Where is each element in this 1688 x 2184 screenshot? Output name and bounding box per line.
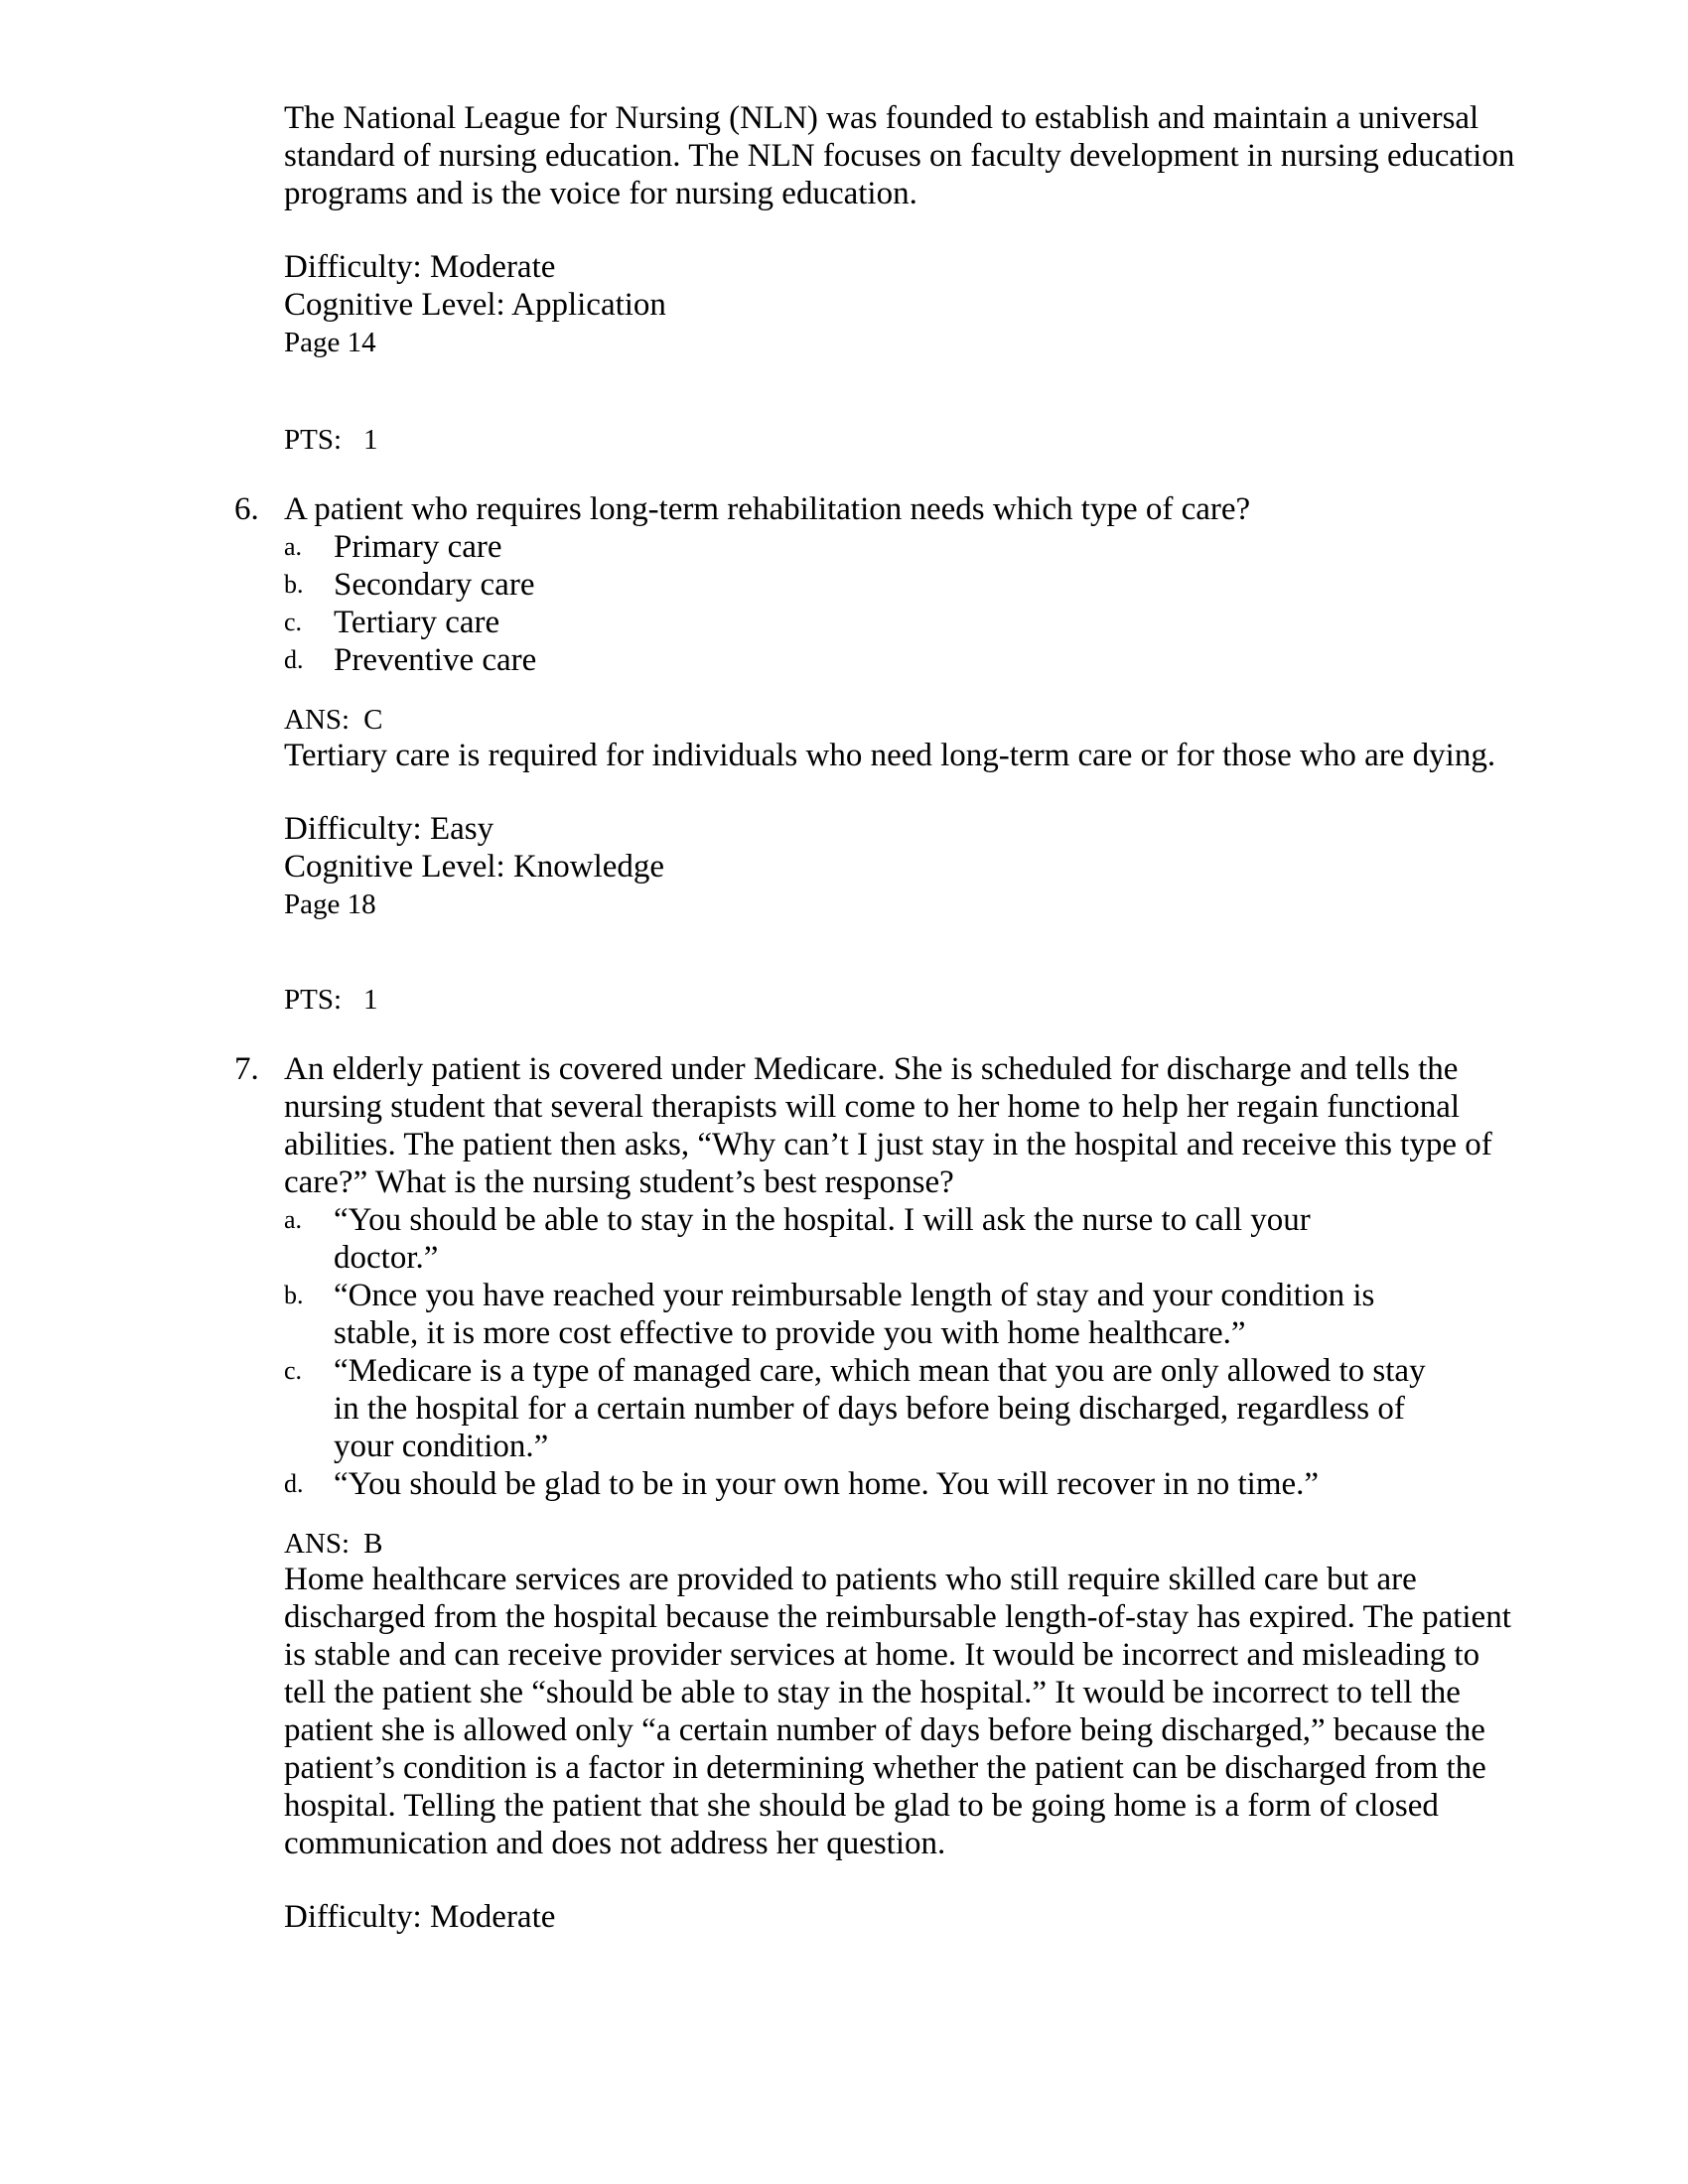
q7-option-c-line-1: “Medicare is a type of managed care, which mean that you are only allowed to stay — [334, 1353, 1426, 1389]
q7-rationale-line-3: is stable and can receive provider services at home. It would be incorrect and misleading to — [284, 1637, 1480, 1673]
q7-option-b-letter: b. — [284, 1281, 304, 1309]
q6-option-c-letter: c. — [284, 608, 303, 636]
q7-option-c-letter: c. — [284, 1356, 303, 1385]
intro-difficulty: Difficulty: Moderate — [284, 249, 556, 285]
pts-label: PTS: — [284, 984, 343, 1016]
q7-option-b-line-2: stable, it is more cost effective to provide you with home healthcare.” — [334, 1315, 1246, 1351]
q7-rationale-line-2: discharged from the hospital because the reimbursable length-of-stay has expired. The patient — [284, 1599, 1511, 1635]
q6-page-ref: Page 18 — [284, 888, 376, 920]
q6-option-d: Preventive care — [334, 642, 537, 678]
q6-answer — [284, 701, 382, 739]
q6-rationale: Tertiary care is required for individuals who need long-term care or for those who are dying. — [284, 738, 1496, 773]
q6-option-d-letter: d. — [284, 645, 304, 674]
intro-cognitive-level: Cognitive Level: Application — [284, 287, 666, 323]
pts-label: PTS: — [284, 424, 343, 456]
q6-option-a-letter: a. — [284, 532, 303, 561]
ans-value: C — [363, 704, 383, 736]
q7-option-d-line-1: “You should be glad to be in your own home. You will recover in no time.” — [334, 1466, 1320, 1502]
intro-rationale-line-1: The National League for Nursing (NLN) was founded to establish and maintain a universal — [284, 100, 1479, 136]
q7-rationale-line-8: communication and does not address her question. — [284, 1826, 946, 1861]
q7-rationale-line-7: hospital. Telling the patient that she should be glad to be going home is a form of closed — [284, 1788, 1439, 1824]
q7-question-line-2: nursing student that several therapists will come to her home to help her regain functional — [284, 1089, 1461, 1125]
q6-option-a: Primary care — [334, 529, 502, 565]
q7-option-b-line-1: “Once you have reached your reimbursable length of stay and your condition is — [334, 1278, 1375, 1313]
q7-rationale-line-4: tell the patient she “should be able to stay in the hospital.” It would be incorrect to tell the — [284, 1675, 1461, 1710]
q7-rationale-line-1: Home healthcare services are provided to patients who still require skilled care but are — [284, 1562, 1417, 1597]
q7-difficulty: Difficulty: Moderate — [284, 1899, 556, 1935]
q7-option-a-letter: a. — [284, 1205, 303, 1234]
q7-question-line-3: abilities. The patient then asks, “Why can’t I just stay in the hospital and receive this type of — [284, 1127, 1492, 1162]
q7-number: 7. — [234, 1051, 259, 1087]
q7-option-a-line-1: “You should be able to stay in the hospital. I will ask the nurse to call your — [334, 1202, 1311, 1238]
q7-option-a-line-2: doctor.” — [334, 1240, 439, 1276]
intro-page-ref: Page 14 — [284, 327, 376, 358]
q6-option-b-letter: b. — [284, 570, 304, 599]
q7-rationale-line-5: patient she is allowed only “a certain number of days before being discharged,” because the — [284, 1712, 1485, 1748]
q7-answer — [284, 1525, 382, 1563]
q6-option-b: Secondary care — [334, 567, 535, 603]
ans-label: ANS: — [284, 704, 351, 736]
intro-rationale-line-2: standard of nursing education. The NLN focuses on faculty development in nursing education — [284, 138, 1515, 174]
q6-pts — [284, 981, 378, 1019]
q6-cognitive-level: Cognitive Level: Knowledge — [284, 849, 665, 885]
q7-option-d-letter: d. — [284, 1469, 304, 1498]
q6-difficulty: Difficulty: Easy — [284, 811, 494, 847]
q6-number: 6. — [234, 491, 259, 527]
q7-rationale-line-6: patient’s condition is a factor in determining whether the patient can be discharged from the — [284, 1750, 1486, 1786]
q6-question: A patient who requires long-term rehabilitation needs which type of care? — [284, 491, 1251, 527]
intro-pts — [284, 421, 378, 459]
q7-question-line-1: An elderly patient is covered under Medicare. She is scheduled for discharge and tells the — [284, 1051, 1459, 1087]
intro-rationale-line-3: programs and is the voice for nursing education. — [284, 176, 917, 211]
q7-option-c-line-2: in the hospital for a certain number of days before being discharged, regardless of — [334, 1391, 1405, 1427]
q6-option-c: Tertiary care — [334, 605, 500, 640]
q7-question-line-4: care?” What is the nursing student’s best response? — [284, 1164, 954, 1200]
ans-label: ANS: — [284, 1528, 351, 1560]
ans-value: B — [363, 1528, 383, 1560]
pts-value: 1 — [363, 984, 378, 1016]
pts-value: 1 — [363, 424, 378, 456]
q7-option-c-line-3: your condition.” — [334, 1429, 549, 1464]
